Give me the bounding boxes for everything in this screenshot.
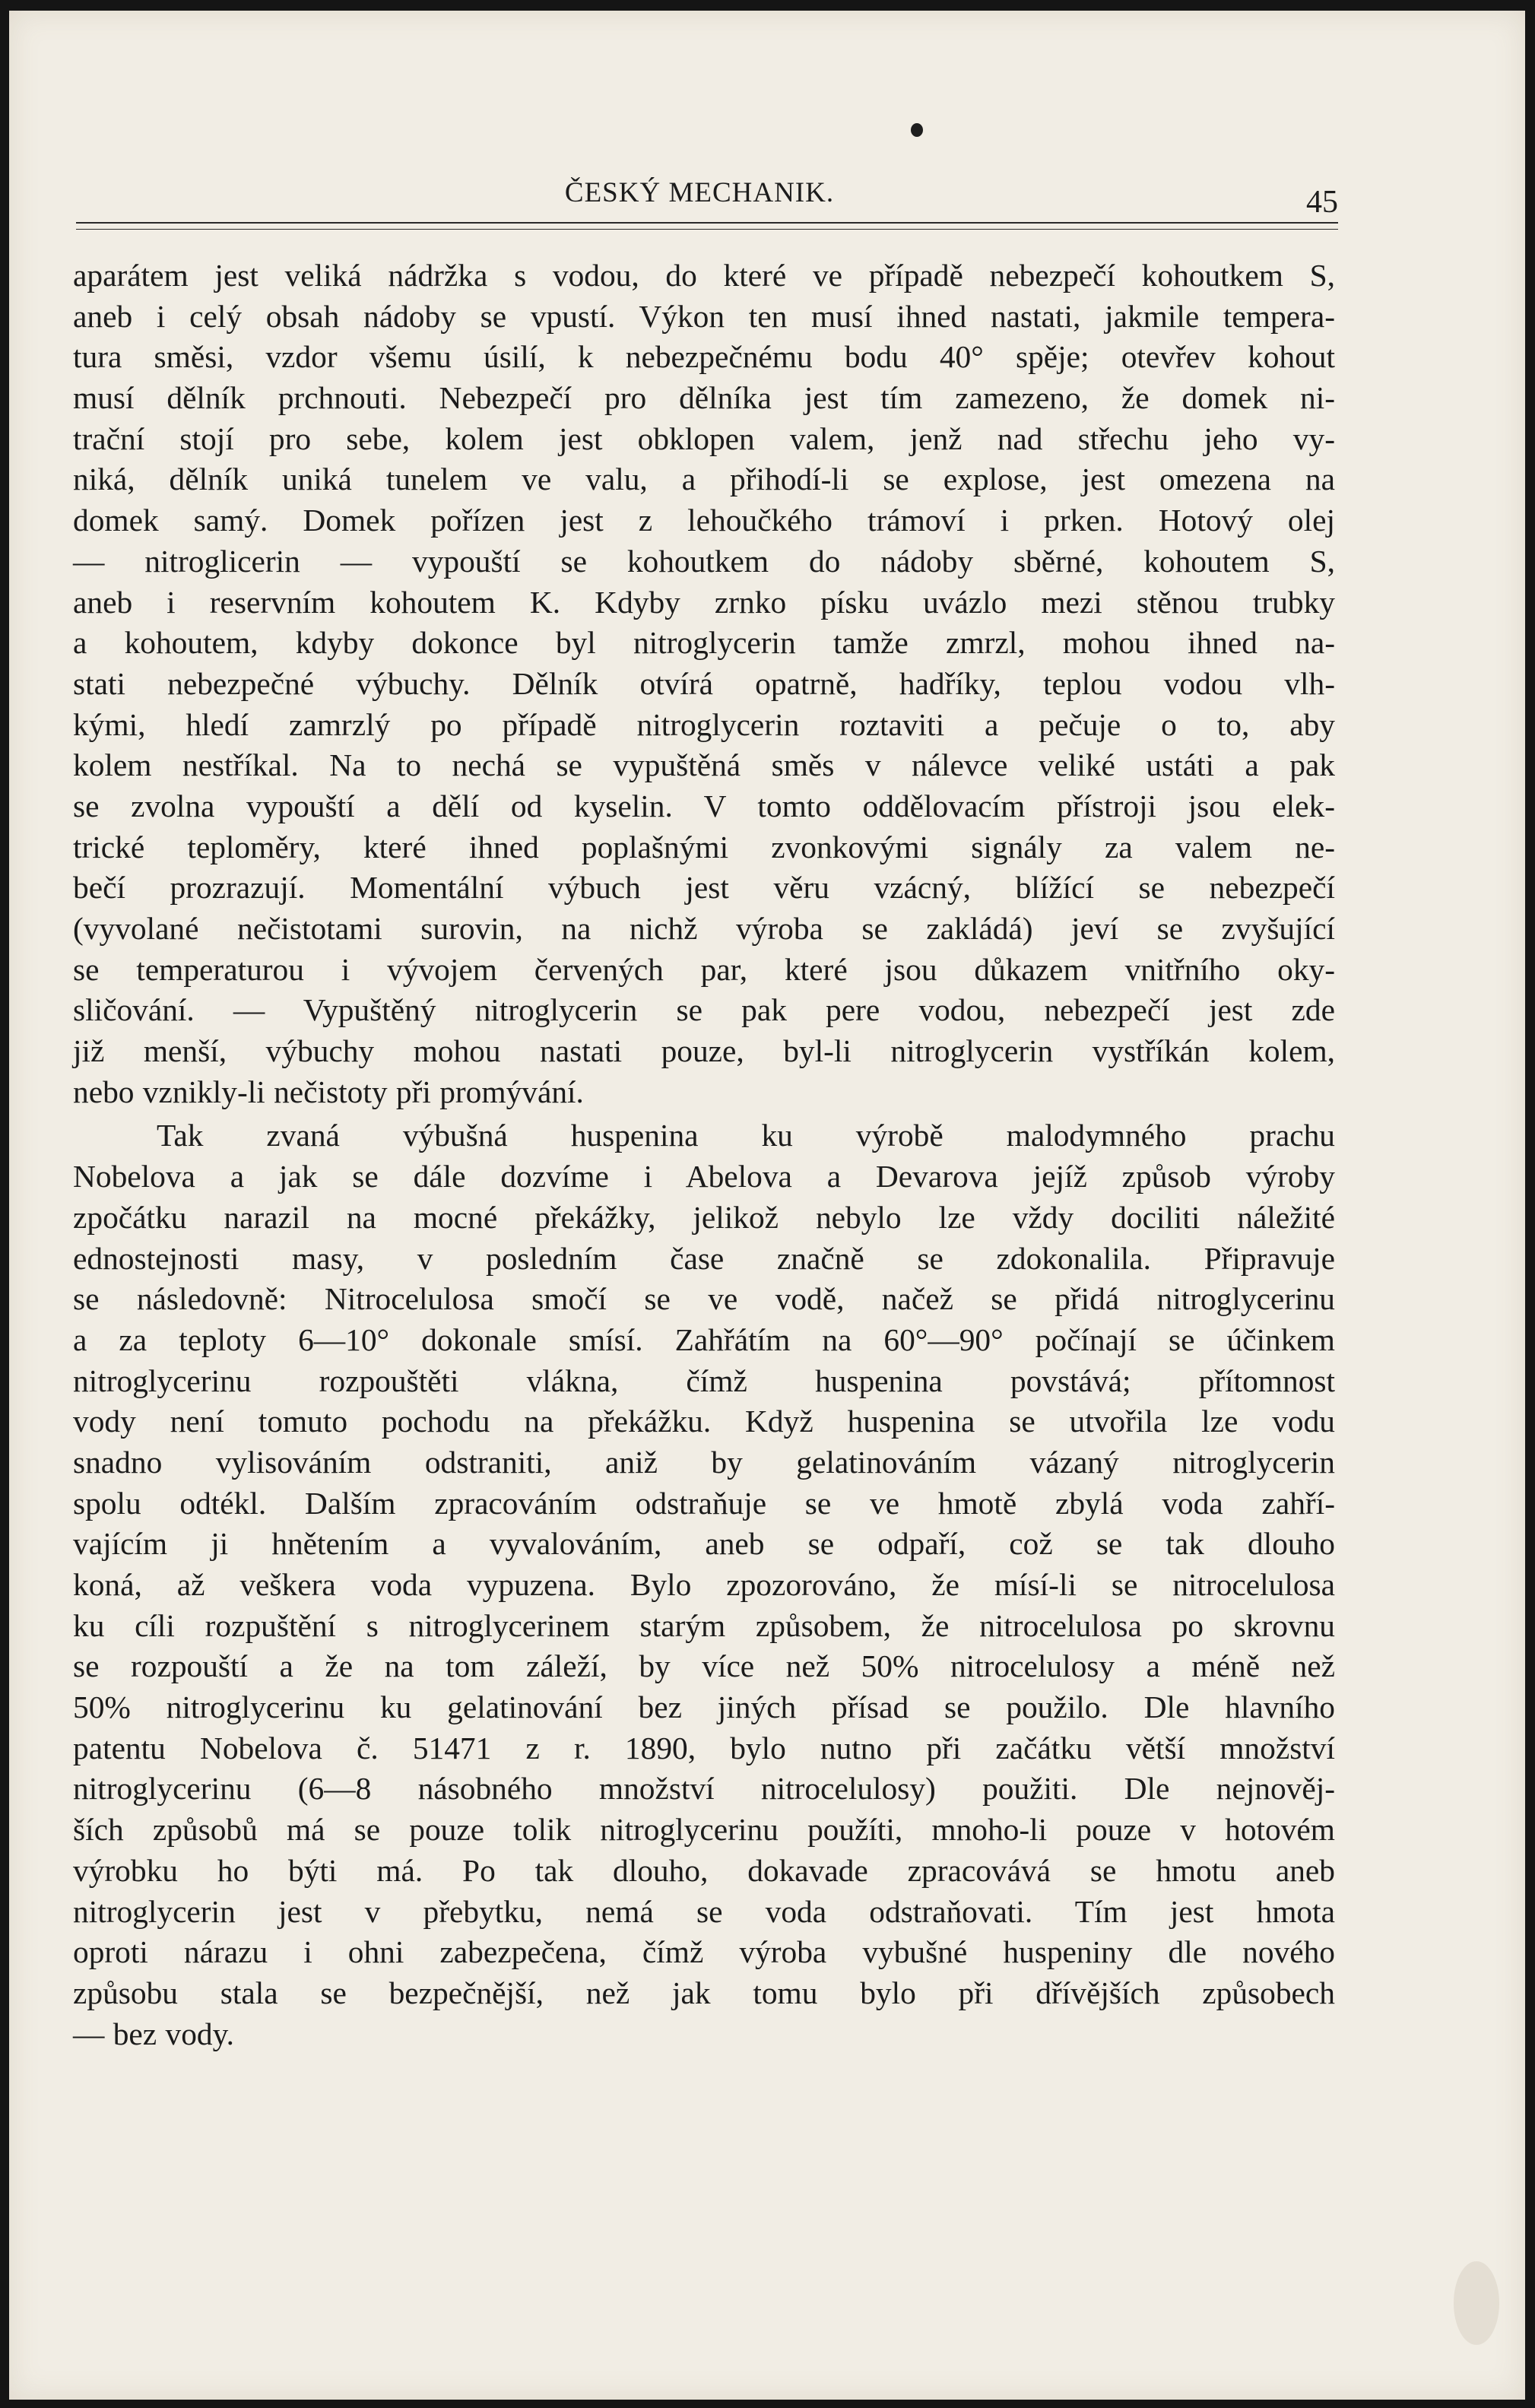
text-line: vajícím ji hnětením a vyvalováním, aneb se odpaří, což se tak dlouho: [73, 1526, 1335, 1562]
header-rule-thin: [76, 229, 1338, 230]
text-line: nitroglycerinu rozpouštěti vlákna, čímž huspenina povstává; přítomnost: [73, 1363, 1335, 1398]
text-line: ku cíli rozpuštění s nitroglycerinem starým způsobem, že nitrocelulosa po skrovnu: [73, 1607, 1335, 1643]
text-line: aparátem jest veliká nádržka s vodou, do které ve případě nebezpečí kohoutkem S,: [73, 258, 1335, 293]
paragraph-1: [73, 255, 1335, 1112]
text-line: — nitroglicerin — vypouští se kohoutkem do nádoby sběrné, kohoutem S,: [73, 543, 1335, 579]
text-line: se rozpouští a že na tom záleží, by více než 50% nitrocelulosy a méně než: [73, 1648, 1335, 1684]
running-header: [76, 173, 1338, 220]
text-line: kými, hledí zamrzlý po případě nitroglycerin roztaviti a pečuje o to, aby: [73, 706, 1335, 742]
text-line: tura směsi, vzdor všemu úsilí, k nebezpečnému bodu 40° spěje; otevřev kohout: [73, 339, 1335, 375]
text-line: (vyvolané nečistotami surovin, na nichž výroba se zakládá) jeví se zvyšující: [73, 911, 1335, 946]
text-line: trační stojí pro sebe, kolem jest obklopen valem, jenž nad střechu jeho vy-: [73, 420, 1335, 456]
text-line: aneb i celý obsah nádoby se vpustí. Výkon ten musí ihned nastati, jakmile tempera-: [73, 298, 1335, 334]
text-line: se temperaturou i vývojem červených par, které jsou důkazem vnitřního oky-: [73, 951, 1335, 987]
text-line: způsobu stala se bezpečnější, než jak tomu bylo při dřívějších způsobech: [73, 1975, 1335, 2010]
text-line: vody není tomuto pochodu na překážku. Když huspenina se utvořila lze vodu: [73, 1404, 1335, 1439]
text-line: snadno vylisováním odstraniti, aniž by gelatinováním vázaný nitroglycerin: [73, 1444, 1335, 1480]
text-line: patentu Nobelova č. 51471 z r. 1890, bylo nutno při začátku větší množství: [73, 1730, 1335, 1766]
text-line: se následovně: Nitrocelulosa smočí se ve vodě, načež se přidá nitroglycerinu: [73, 1281, 1335, 1317]
text-line: bečí prozrazují. Momentální výbuch jest věru vzácný, blížící se nebezpečí: [73, 870, 1335, 906]
text-line: musí dělník prchnouti. Nebezpečí pro dělníka jest tím zamezeno, že domek ni-: [73, 380, 1335, 416]
body-text: [73, 255, 1335, 2054]
text-line: koná, až veškera voda vypuzena. Bylo zpozorováno, že mísí-li se nitrocelulosa: [73, 1567, 1335, 1602]
text-line: stati nebezpečné výbuchy. Dělník otvírá opatrně, hadříky, teplou vodou vlh-: [73, 665, 1335, 701]
text-line: již menší, výbuchy mohou nastati pouze, byl-li nitroglycerin vystříkán kolem,: [73, 1033, 1335, 1069]
text-line: nitroglycerinu (6—8 násobného množství nitrocelulosy) použiti. Dle nejnověj-: [73, 1771, 1335, 1807]
page-number: 45: [1306, 185, 1338, 220]
text-line: a za teploty 6—10° dokonale smísí. Zahřátím na 60°—90° počínají se účinkem: [73, 1321, 1335, 1357]
text-line: trické teploměry, které ihned poplašnými zvonkovými signály za valem ne-: [73, 829, 1335, 865]
paper-smudge: [1454, 2261, 1499, 2345]
text-line: se zvolna vypouští a dělí od kyselin. V tomto oddělovacím přístroji jsou elek-: [73, 788, 1335, 823]
text-line: oproti nárazu i ohni zabezpečena, čímž výroba vybušné huspeniny dle nového: [73, 1934, 1335, 1970]
paragraph-2: [73, 1115, 1335, 2054]
text-line: aneb i reservním kohoutem K. Kdyby zrnko písku uvázlo mezi stěnou trubky: [73, 584, 1335, 620]
text-line: ších způsobů má se pouze tolik nitroglycerinu použíti, mnoho-li pouze v hotovém: [73, 1812, 1335, 1848]
text-line: ednostejnosti masy, v posledním čase značně se zdokonalila. Připravuje: [73, 1240, 1335, 1276]
text-line: spolu odtékl. Dalším zpracováním odstraňuje se ve hmotě zbylá voda zahří-: [73, 1485, 1335, 1521]
text-line: kolem nestříkal. Na to nechá se vypuštěná směs v nálevce veliké ustáti a pak: [73, 747, 1335, 783]
text-line: nitroglycerin jest v přebytku, nemá se voda odstraňovati. Tím jest hmota: [73, 1893, 1335, 1929]
text-line: Nobelova a jak se dále dozvíme i Abelova a Devarova jejíž způsob výroby: [73, 1159, 1335, 1194]
text-line: 50% nitroglycerinu ku gelatinování bez jiných přísad se použilo. Dle hlavního: [73, 1689, 1335, 1725]
text-line: Tak zvaná výbušná huspenina ku výrobě malodymného prachu: [157, 1118, 1335, 1153]
text-line: a kohoutem, kdyby dokonce byl nitroglycerin tamže zmrzl, mohou ihned na-: [73, 625, 1335, 661]
header-rule-thick: [76, 222, 1338, 224]
text-line: — bez vody.: [73, 2016, 234, 2051]
text-line: domek samý. Domek pořízen jest z lehoučkého trámoví i prken. Hotový olej: [73, 503, 1335, 538]
text-line: niká, dělník uniká tunelem ve valu, a přihodí-li se explose, jest omezena na: [73, 462, 1335, 497]
header-title: ČESKÝ MECHANIK.: [564, 177, 835, 208]
text-line: zpočátku narazil na mocné překážky, jelikož nebylo lze vždy dociliti náležité: [73, 1199, 1335, 1235]
text-line: nebo vznikly-li nečistoty při promývání.: [73, 1074, 584, 1109]
ink-spot: [911, 123, 923, 137]
text-line: sličování. — Vypuštěný nitroglycerin se pak pere vodou, nebezpečí jest zde: [73, 992, 1335, 1028]
text-line: výrobku ho býti má. Po tak dlouho, dokavade zpracovává se hmotu aneb: [73, 1852, 1335, 1888]
